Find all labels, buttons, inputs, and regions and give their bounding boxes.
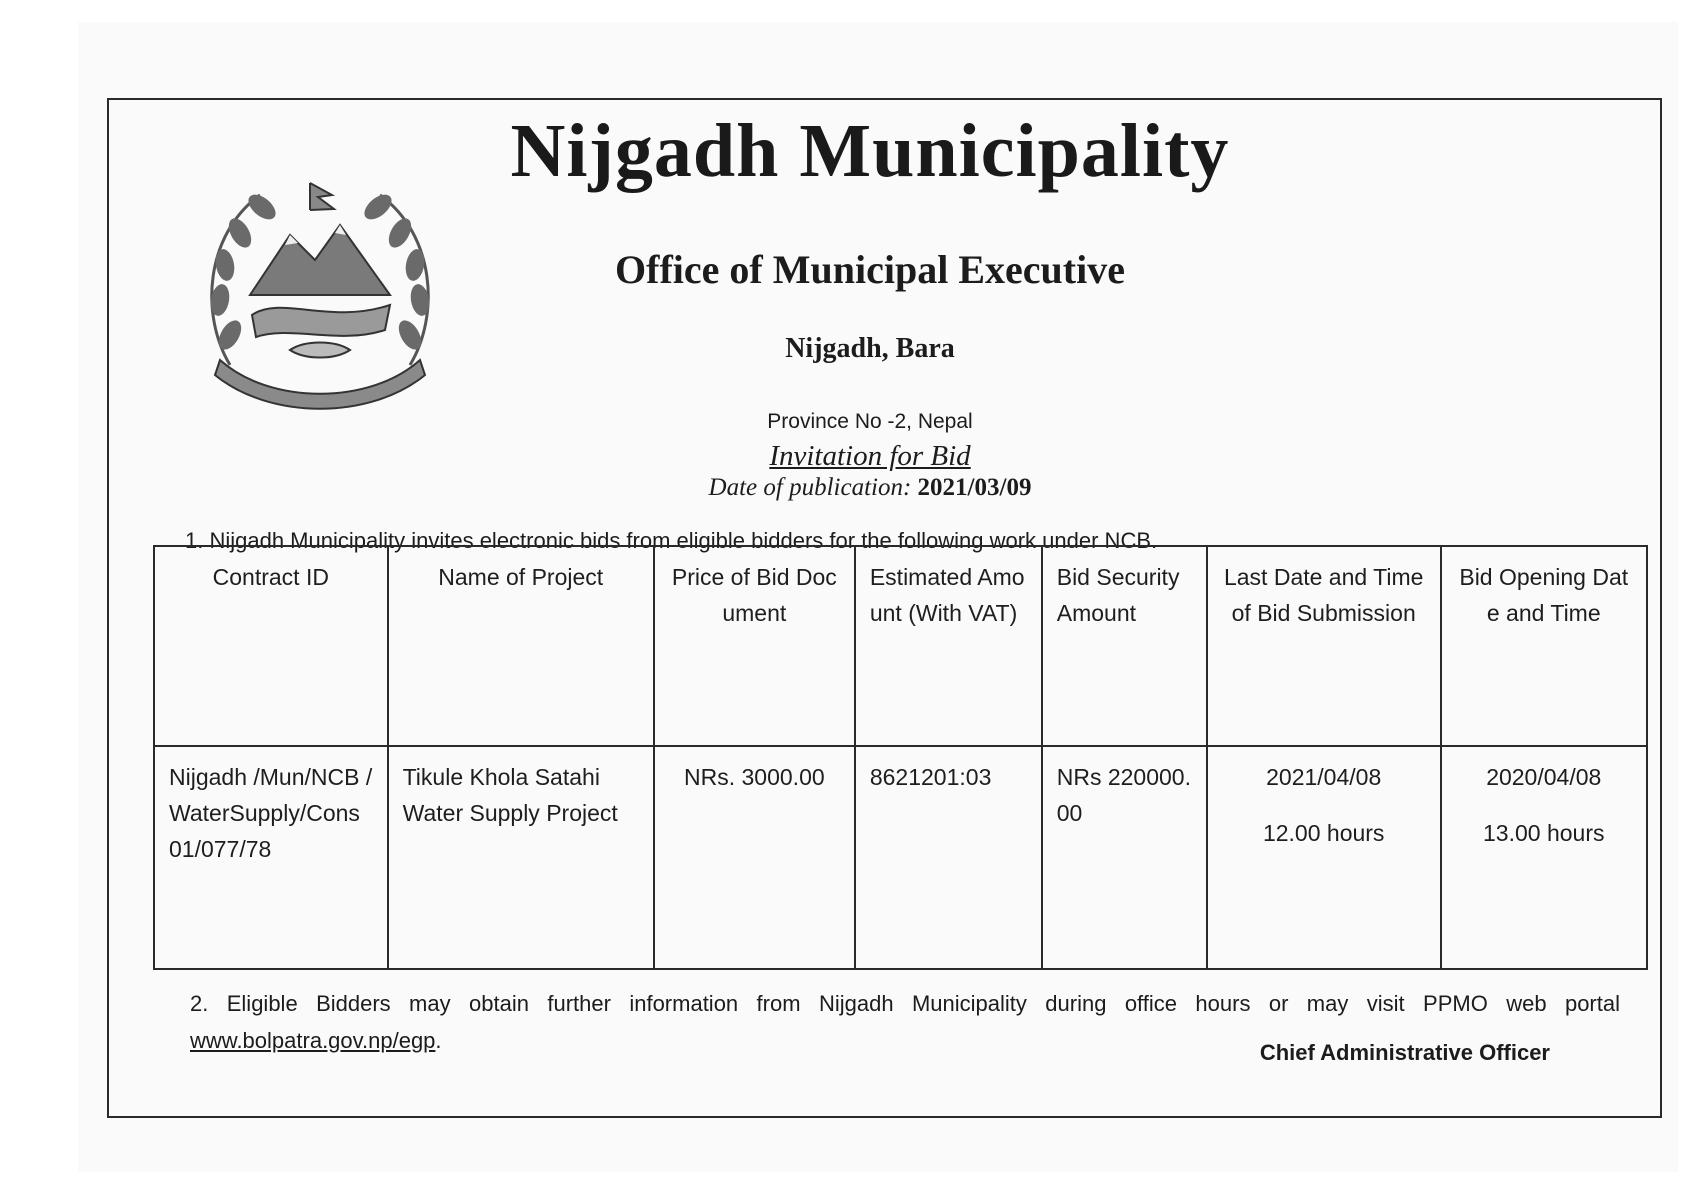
opening-time: 13.00 hours	[1483, 820, 1605, 846]
opening-date: 2020/04/08	[1486, 764, 1602, 790]
publication-date-value: 2021/03/09	[917, 474, 1032, 501]
ppmo-portal-link[interactable]: www.bolpatra.gov.np/egp	[190, 1028, 436, 1053]
info-end: .	[435, 1028, 442, 1053]
submission-date: 2021/04/08	[1266, 764, 1382, 790]
estimated-amount-cell: 8621201:03	[855, 746, 1042, 969]
column-header: Last Date and Time of Bid Submission	[1207, 546, 1441, 746]
column-header: Price of Bid Document	[654, 546, 855, 746]
table-header-row	[154, 546, 1647, 746]
publication-date	[640, 474, 1100, 502]
price-cell: NRs. 3000.00	[654, 746, 855, 969]
submission-time: 12.00 hours	[1262, 820, 1385, 846]
office-name: Office of Municipal Executive	[615, 247, 1125, 292]
bid-security-cell: NRs 220000.00	[1042, 746, 1207, 969]
column-header: Bid Security Amount	[1042, 546, 1207, 746]
nepal-emblem-icon	[190, 165, 450, 415]
intro-paragraph: 1. Nijgadh Municipality invites electronic bids from eligible bidders for the following work under NCB.	[185, 528, 1158, 553]
column-header: Contract ID	[154, 546, 388, 746]
column-header: Name of Project	[388, 546, 654, 746]
notice-type: Invitation for Bid	[769, 440, 971, 472]
column-header: Bid Opening Date and Time	[1441, 546, 1648, 746]
location: Nijgadh, Bara	[785, 333, 955, 364]
info-text: 2. Eligible Bidders may obtain further information from Nijgadh Municipality during office hours or may visit PPMO web portal	[190, 991, 1620, 1016]
contract-id-cell: Nijgadh /Mun/NCB /WaterSupply/Cons01/077/78	[154, 746, 388, 969]
column-header: Estimated Amount (With VAT)	[855, 546, 1042, 746]
signature-title: Chief Administrative Officer	[1259, 1040, 1550, 1065]
publication-date-label: Date of publication:	[708, 474, 912, 501]
opening-cell	[1441, 746, 1648, 969]
bid-table	[153, 545, 1648, 970]
submission-cell	[1207, 746, 1441, 969]
province: Province No -2, Nepal	[767, 410, 973, 433]
table-row	[154, 746, 1647, 969]
project-name-cell: Tikule Khola Satahi Water Supply Project	[388, 746, 654, 969]
page-title: Nijgadh Municipality	[510, 109, 1230, 193]
